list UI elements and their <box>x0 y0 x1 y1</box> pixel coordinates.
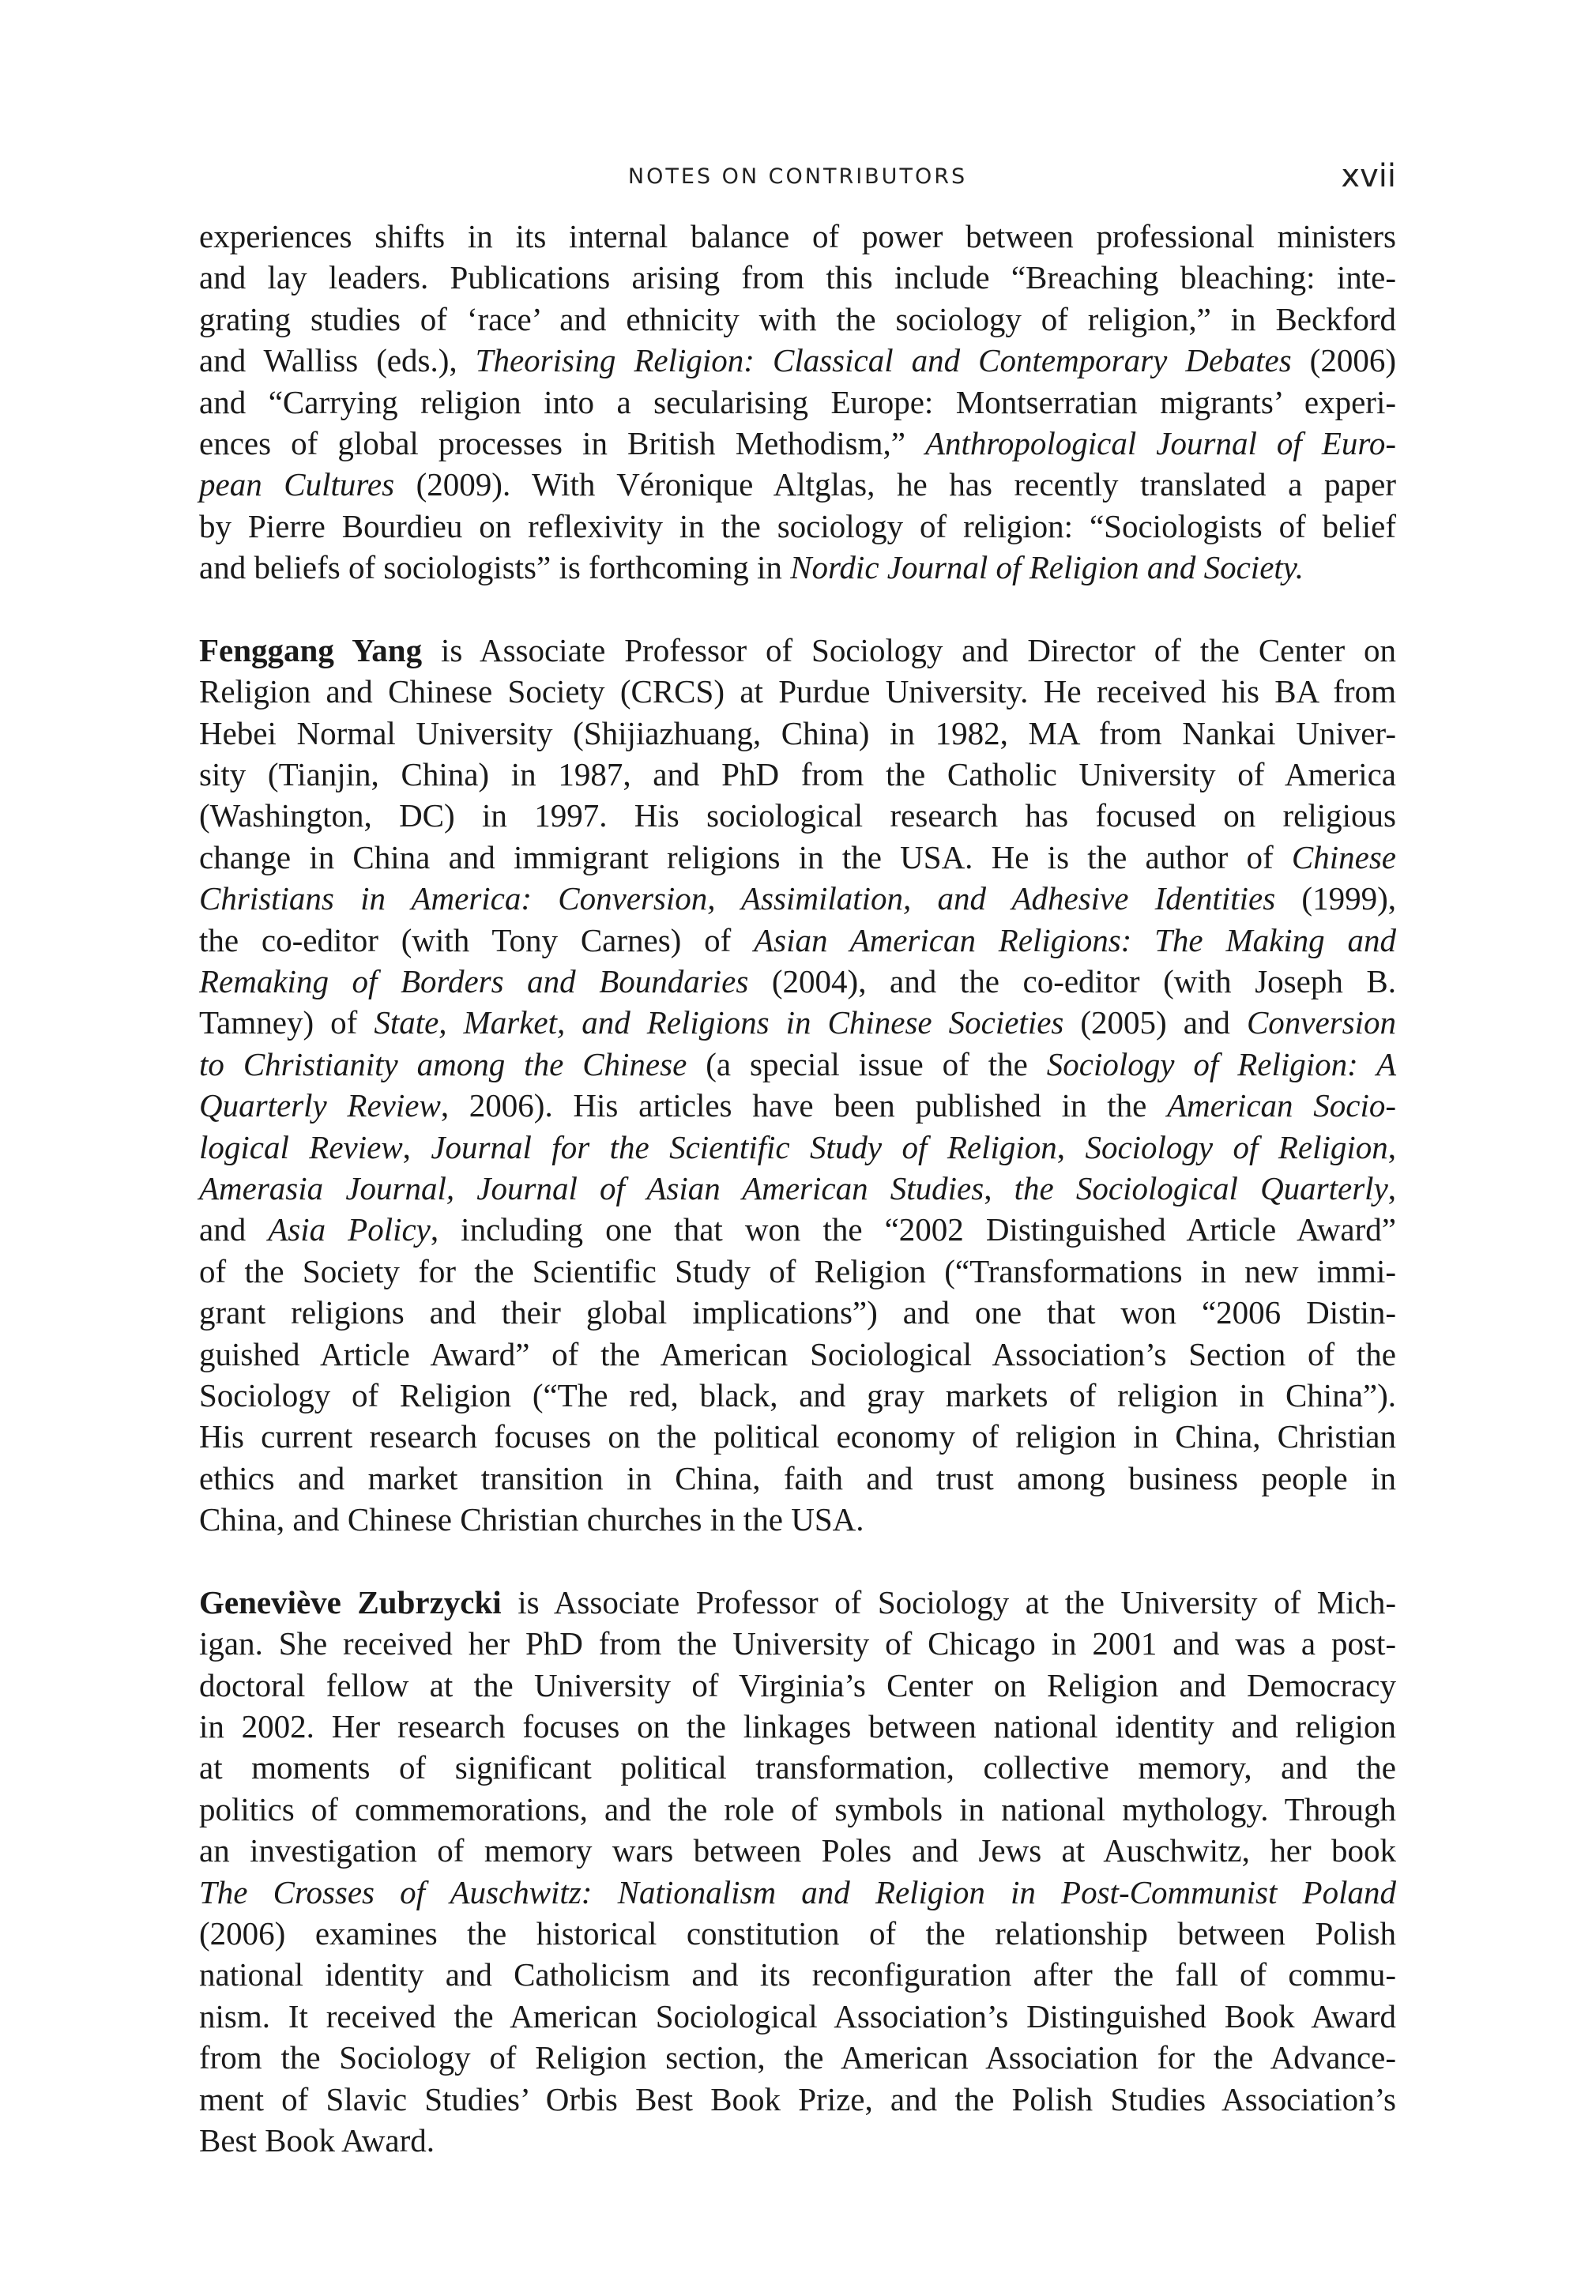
text-line <box>199 961 1396 1002</box>
text-run: Religion and Chinese Society (CRCS) at Purdue University. He received his BA from <box>199 673 1396 710</box>
text-line <box>199 1706 1396 1747</box>
text-run: and <box>199 1211 269 1248</box>
text-run: , <box>1387 1169 1397 1206</box>
text-run: (2004), and the co-editor (with Joseph B. <box>748 963 1396 1000</box>
contributor-name: Geneviève Zubrzycki <box>199 1583 502 1620</box>
text-run: and beliefs of sociologists” is forthcoming in <box>199 549 791 586</box>
italic-title: Chinese <box>1291 838 1396 875</box>
text-line <box>199 1251 1396 1292</box>
contributors-text <box>199 216 1396 2203</box>
text-line <box>199 1458 1396 1499</box>
italic-title: pean Cultures <box>199 466 395 503</box>
text-line <box>199 1416 1396 1457</box>
text-line <box>199 1954 1396 1995</box>
text-line <box>199 1085 1396 1126</box>
text-run: the co-editor (with Tony Carnes) of <box>199 921 755 958</box>
text-run: , <box>1387 1128 1397 1165</box>
text-line <box>199 630 1396 671</box>
italic-title: Sociology of Religion: A <box>1046 1045 1396 1082</box>
text-run: and Walliss (eds.), <box>199 342 476 379</box>
text-run: and “Carrying religion into a secularising Europe: Montserratian migrants’ experi- <box>199 383 1396 420</box>
text-run: by Pierre Bourdieu on reflexivity in the sociology of religion: “Sociologists of belief <box>199 507 1396 544</box>
italic-title: Quarterly Review <box>199 1087 441 1124</box>
italic-title: The Crosses of Auschwitz: Nationalism and Religion in Post-Communist Poland <box>199 1873 1396 1910</box>
text-line <box>199 1002 1396 1043</box>
text-line <box>199 671 1396 712</box>
text-line <box>199 1996 1396 2037</box>
text-line <box>199 464 1396 505</box>
text-run: and lay leaders. Publications arising from this include “Breaching bleaching: inte- <box>199 259 1396 296</box>
text-line <box>199 1499 1396 1540</box>
italic-title: the Sociological Quarterly <box>1014 1169 1388 1206</box>
text-line <box>199 2079 1396 2120</box>
text-line <box>199 1044 1396 1085</box>
text-run: of the Society for the Scientific Study of Religion (“Transformations in new immi- <box>199 1252 1396 1289</box>
running-head-title: NOTES ON CONTRIBUTORS <box>627 164 968 189</box>
text-run: Tamney) of <box>199 1004 375 1041</box>
text-run: (2006) <box>1291 342 1396 379</box>
text-line <box>199 299 1396 340</box>
text-line <box>199 423 1396 464</box>
running-head <box>199 158 1396 198</box>
text-run: an investigation of memory wars between Poles and Jews at Auschwitz, her book <box>199 1832 1396 1869</box>
italic-title: Asia Policy <box>268 1211 431 1248</box>
text-run: His current research focuses on the political economy of religion in China, Christian <box>199 1418 1396 1455</box>
text-run: China, and Chinese Christian churches in the USA. <box>199 1501 864 1538</box>
text-line <box>199 920 1396 961</box>
text-run: Sociology of Religion (“The red, black, and gray markets of religion in China”). <box>199 1376 1396 1413</box>
text-line <box>199 506 1396 547</box>
text-line <box>199 2120 1396 2161</box>
text-run: change in China and immigrant religions in the USA. He is the author of <box>199 838 1292 875</box>
italic-title: Journal for the Scientific Study of Religion <box>431 1128 1057 1165</box>
text-line <box>199 340 1396 381</box>
text-run: (a special issue of the <box>687 1045 1047 1082</box>
text-run: Best Book Award. <box>199 2121 435 2159</box>
text-run: (2005) and <box>1063 1004 1247 1041</box>
text-line <box>199 1747 1396 1788</box>
text-run: national identity and Catholicism and its reconfiguration after the fall of commu- <box>199 1956 1396 1993</box>
text-line <box>199 257 1396 298</box>
text-run: , <box>1056 1128 1086 1165</box>
contributor-paragraph <box>199 630 1396 1541</box>
text-line <box>199 1168 1396 1209</box>
italic-title: Theorising Religion: Classical and Contemporary Debates <box>475 342 1292 379</box>
text-line <box>199 1582 1396 1623</box>
text-run: ment of Slavic Studies’ Orbis Best Book Prize, and the Polish Studies Association’s <box>199 2080 1396 2117</box>
text-run: from the Sociology of Religion section, the American Association for the Advance- <box>199 2039 1396 2076</box>
text-line <box>199 1375 1396 1416</box>
text-run: (2006) examines the historical constitution of the relationship between Polish <box>199 1915 1396 1952</box>
italic-title: Christians in America: Conversion, Assimilation, and Adhesive Identities <box>199 880 1276 917</box>
text-line <box>199 1292 1396 1333</box>
text-run: (1999), <box>1275 880 1396 917</box>
italic-title: logical Review <box>199 1128 403 1165</box>
page-number: xvii <box>1341 158 1396 194</box>
text-run: is Associate Professor of Sociology at the University of Mich- <box>501 1583 1396 1620</box>
text-run: , <box>984 1169 1014 1206</box>
text-run: igan. She received her PhD from the University of Chicago in 2001 and was a post- <box>199 1625 1396 1662</box>
text-line <box>199 754 1396 795</box>
contributor-name: Fenggang Yang <box>199 631 423 668</box>
italic-title: Nordic Journal of Religion and Society. <box>790 549 1304 586</box>
text-line <box>199 795 1396 836</box>
text-line <box>199 878 1396 919</box>
italic-title: Sociology of Religion <box>1085 1128 1388 1165</box>
text-run: (2009). With Véronique Altglas, he has recently translated a paper <box>394 466 1396 503</box>
text-line <box>199 382 1396 423</box>
text-run: , <box>402 1128 431 1165</box>
italic-title: American Socio- <box>1167 1087 1396 1124</box>
italic-title: to Christianity among the Chinese <box>199 1045 687 1082</box>
text-run: (Washington, DC) in 1997. His sociological research has focused on religious <box>199 797 1396 834</box>
contributor-paragraph <box>199 216 1396 589</box>
text-line <box>199 1789 1396 1830</box>
text-run: in 2002. Her research focuses on the linkages between national identity and religion <box>199 1708 1396 1745</box>
text-run: nism. It received the American Sociological Association’s Distinguished Book Award <box>199 1997 1396 2034</box>
text-run: ences of global processes in British Methodism,” <box>199 424 925 461</box>
text-run: politics of commemorations, and the role of symbols in national mythology. Through <box>199 1790 1396 1827</box>
text-line <box>199 713 1396 754</box>
text-line <box>199 1872 1396 1913</box>
text-line <box>199 1665 1396 1706</box>
italic-title: Remaking of Borders and Boundaries <box>199 963 749 1000</box>
text-line <box>199 837 1396 878</box>
text-run: , including one that won the “2002 Distinguished Article Award” <box>430 1211 1396 1248</box>
text-run: guished Article Award” of the American Sociological Association’s Section of the <box>199 1335 1396 1372</box>
text-line <box>199 1830 1396 1871</box>
text-run: at moments of significant political transformation, collective memory, and the <box>199 1749 1396 1786</box>
text-line <box>199 1127 1396 1168</box>
text-run: Hebei Normal University (Shijiazhuang, China) in 1982, MA from Nankai Univer- <box>199 714 1396 751</box>
italic-title: Asian American Religions: The Making and <box>754 921 1396 958</box>
text-run: , 2006). His articles have been published in the <box>440 1087 1168 1124</box>
text-line <box>199 216 1396 257</box>
italic-title: Conversion <box>1246 1004 1396 1041</box>
text-line <box>199 1334 1396 1375</box>
text-run: is Associate Professor of Sociology and Director of the Center on <box>422 631 1396 668</box>
text-run: ethics and market transition in China, faith and trust among business people in <box>199 1459 1396 1496</box>
italic-title: Amerasia Journal, Journal of Asian American Studies <box>199 1169 984 1206</box>
text-run: doctoral fellow at the University of Virginia’s Center on Religion and Democracy <box>199 1666 1396 1703</box>
text-line <box>199 547 1396 588</box>
text-run: grating studies of ‘race’ and ethnicity with the sociology of religion,” in Beckford <box>199 300 1396 337</box>
text-line <box>199 2037 1396 2078</box>
text-line <box>199 1913 1396 1954</box>
italic-title: State, Market, and Religions in Chinese Societies <box>374 1004 1064 1041</box>
text-run: grant religions and their global implications”) and one that won “2006 Distin- <box>199 1294 1396 1331</box>
contributor-paragraph <box>199 1582 1396 2161</box>
italic-title: Anthropological Journal of Euro- <box>925 424 1397 461</box>
text-run: sity (Tianjin, China) in 1987, and PhD from the Catholic University of America <box>199 756 1396 793</box>
text-run: experiences shifts in its internal balance of power between professional ministers <box>199 218 1396 254</box>
text-line <box>199 1209 1396 1250</box>
text-line <box>199 1623 1396 1664</box>
